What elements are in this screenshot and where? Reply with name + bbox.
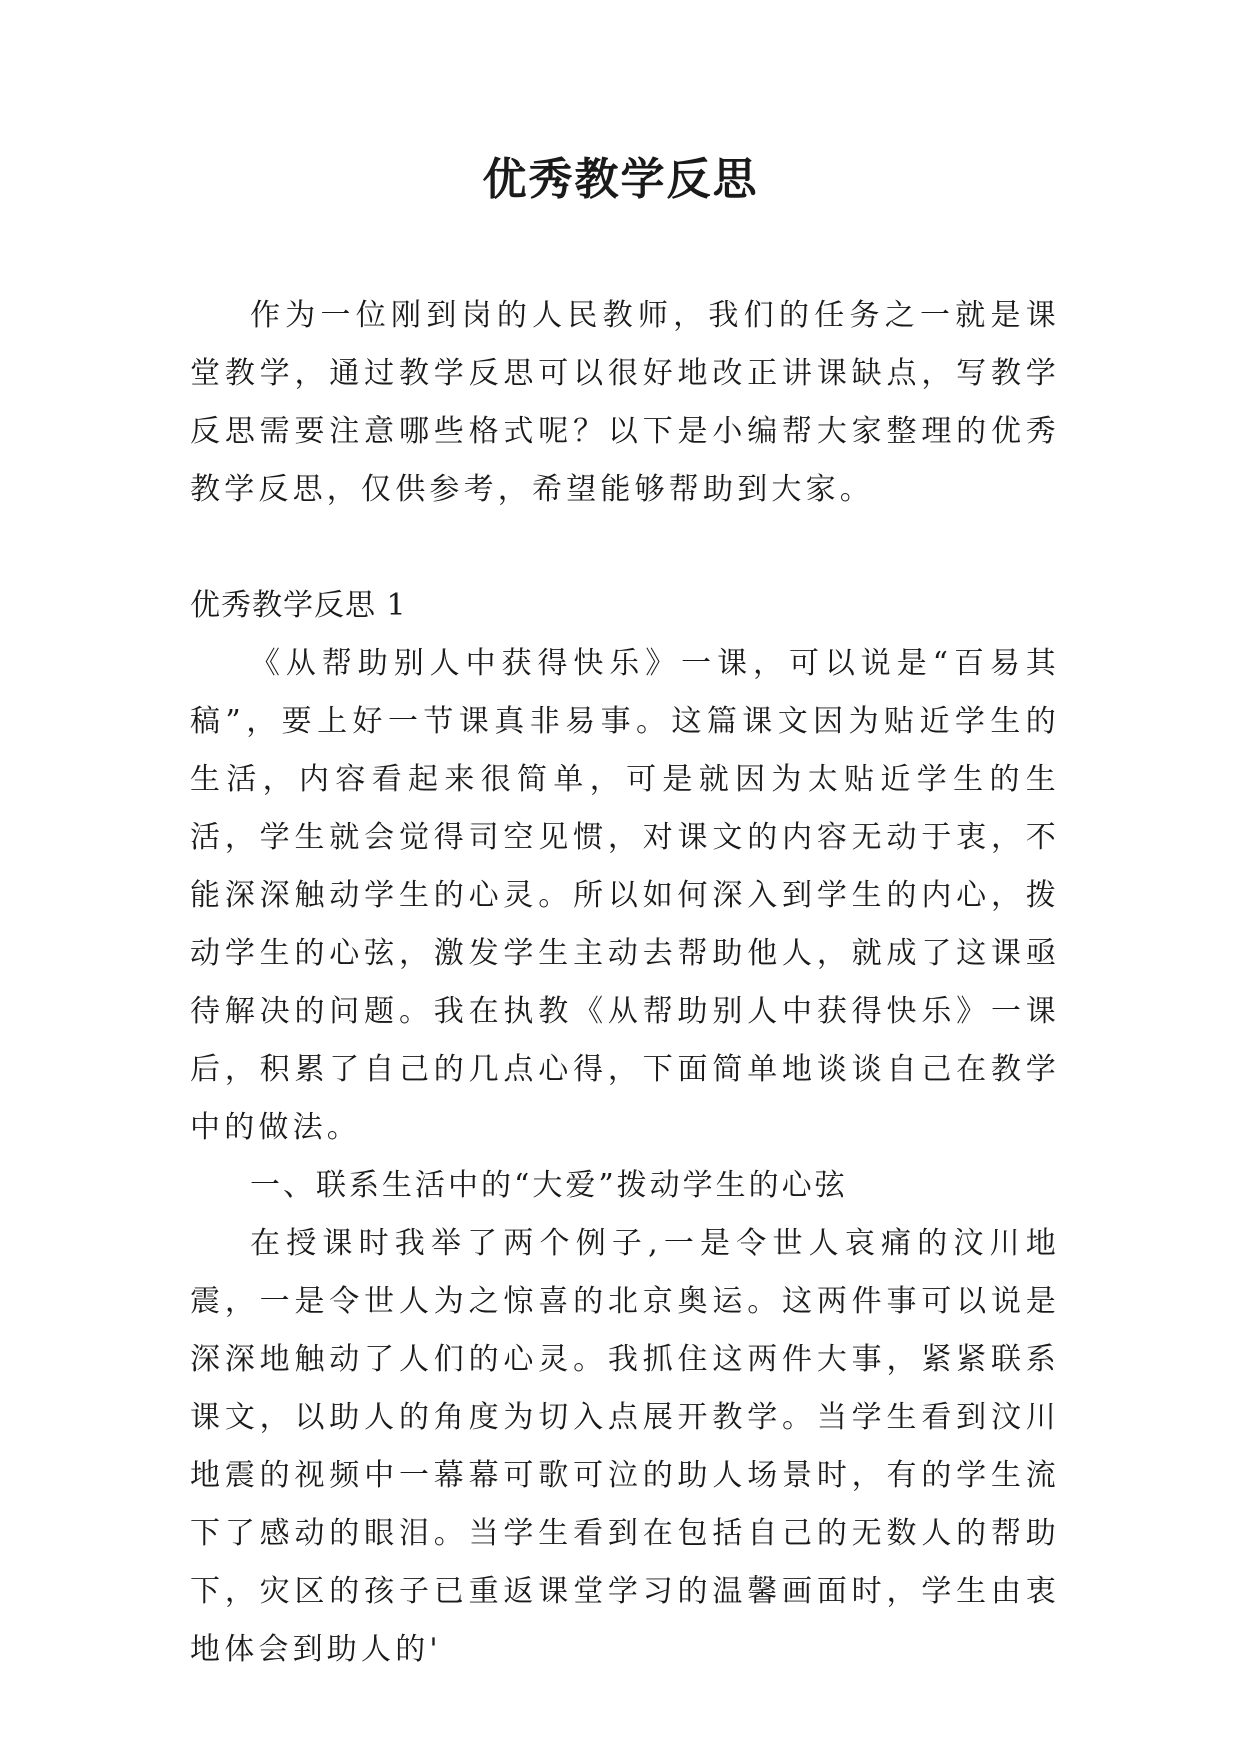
body-paragraph: 《从帮助别人中获得快乐》一课，可以说是“百易其稿”，要上好一节课真非易事。这篇课文因为贴近学生的生活，内容看起来很简单，可是就因为太贴近学生的生活，学生就会觉得司空见惯，对课文的内容无动于衷，不能深深触动学生的心灵。所以如何深入到学生的内心，拨动学生的心弦，激发学生主动去帮助他人，就成了这课亟待解决的问题。我在执教《从帮助别人中获得快乐》一课后，积累了自己的几点心得，下面简单地谈谈自己在教学中的做法。 (190, 646, 1060, 1145)
document-body (190, 287, 1060, 1679)
body-paragraph: 在授课时我举了两个例子,一是令世人哀痛的汶川地震，一是令世人为之惊喜的北京奥运。这两件事可以说是深深地触动了人们的心灵。我抓住这两件大事，紧紧联系课文，以助人的角度为切入点展开教学。当学生看到汶川地震的视频中一幕幕可歌可泣的助人场景时，有的学生流下了感动的眼泪。当学生看到在包括自己的无数人的帮助下，灾区的孩子已重返课堂学习的温馨画面时，学生由衷地体会到助人的' (190, 1226, 1060, 1667)
subheading: 一、联系生活中的“大爱”拨动学生的心弦 (250, 1168, 848, 1203)
document-title: 优秀教学反思 (482, 154, 759, 205)
intro-paragraph: 作为一位刚到岗的人民教师，我们的任务之一就是课堂教学，通过教学反思可以很好地改正讲课缺点，写教学反思需要注意哪些格式呢？以下是小编帮大家整理的优秀教学反思，仅供参考，希望能够帮助到大家。 (190, 298, 1060, 507)
section-title: 优秀教学反思 1 (190, 588, 407, 623)
